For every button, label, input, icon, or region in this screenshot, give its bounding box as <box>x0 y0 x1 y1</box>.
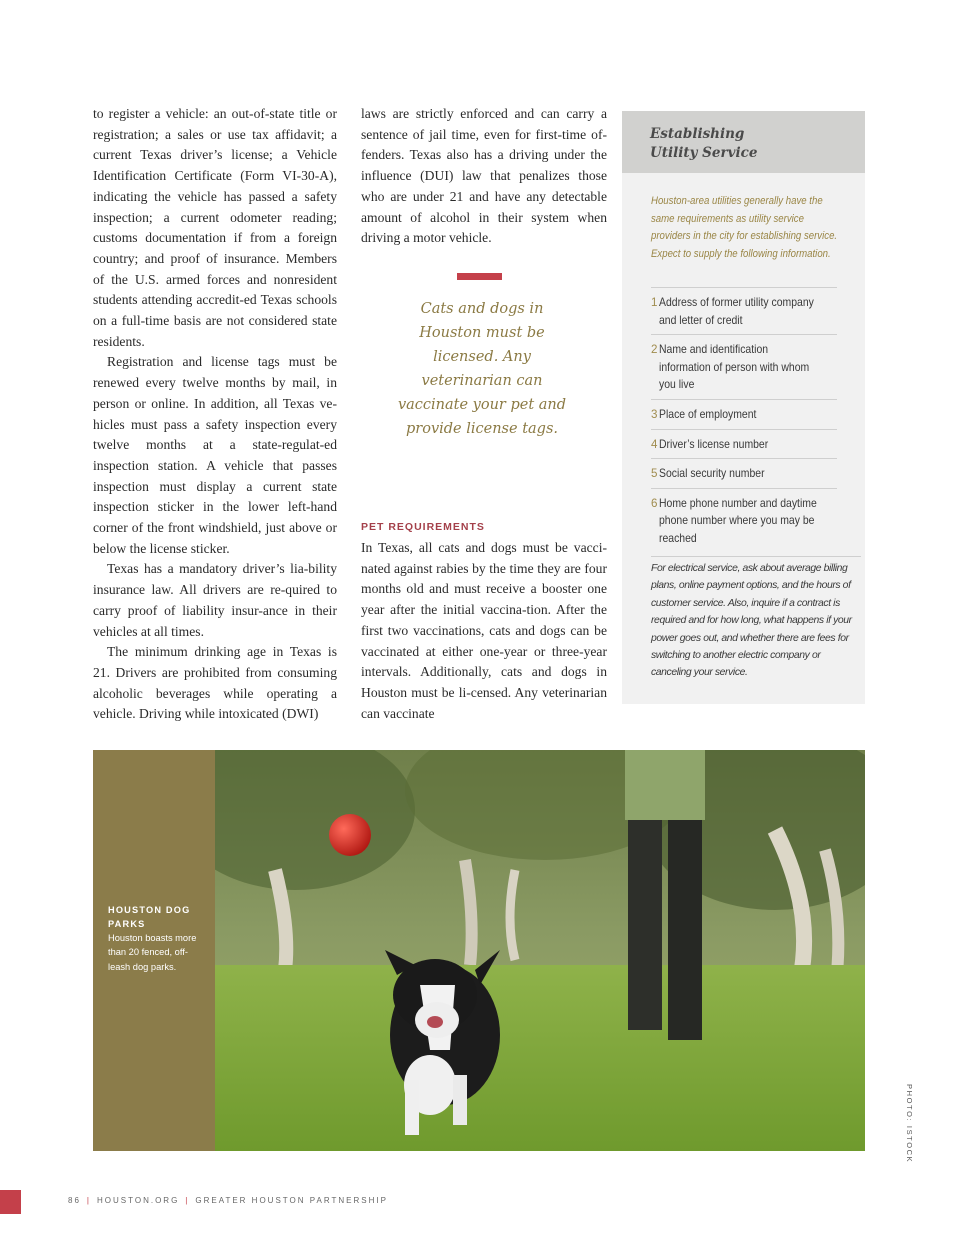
dog-park-photo <box>93 750 865 1151</box>
body-paragraph: Texas has a mandatory driver’s lia-bility insurance law. All drivers are re-quired to carry proof of liability insur-ance in their vehicles at all times. <box>93 561 337 639</box>
body-column-2-continued <box>361 538 607 724</box>
item-text: Place of employment <box>659 407 757 421</box>
list-item <box>651 287 837 334</box>
sidebar-header <box>622 111 865 173</box>
section-heading-pet-requirements: PET REQUIREMENTS <box>361 521 485 533</box>
caption-title: HOUSTON DOG PARKS <box>108 905 191 929</box>
list-item <box>651 399 837 429</box>
item-number: 4 <box>651 437 658 451</box>
item-number: 2 <box>651 343 658 357</box>
body-paragraph: The minimum drinking age in Texas is 21. Drivers are prohibited from consuming alcoholic beverages while operating a vehicle. Driving while intoxicated (DWI) <box>93 644 337 722</box>
photo-credit: PHOTO: ISTOCK <box>905 1084 914 1164</box>
body-paragraph: to register a vehicle: an out-of-state title or registration; a sales or use tax affidavit; a current Texas driver’s license; a Vehicle Identification Certificate (Form VI-30-A), indicating the vehicle has passed a safety inspection; a current odometer reading; customs documentation if from a foreign country; and proof of insurance. Members of the U.S. armed forces and nonresident students attending accredit-ed Texas schools on a full-time basis are not considered state residents. <box>93 106 337 349</box>
sidebar-note: For electrical service, ask about average billing plans, online payment options, and the hours of customer service. Also, inquire if a contract is required and for how long, what happens if your power goes out, and whether there are fees for switching to another electric company or canceling your service. <box>651 556 861 682</box>
footer-site: HOUSTON.ORG <box>96 1196 180 1205</box>
body-column-1 <box>93 104 337 725</box>
body-paragraph: Registration and license tags must be renewed every twelve months by mail, in person or online. In addition, all Texas ve-hicles must pass a safety inspection every twelve months at a state-regulat-ed inspection station. A vehicle that passes inspection must display a current state inspection sticker in the lower left-hand corner of the front windshield, just above or below the license sticker. <box>93 354 337 556</box>
list-item <box>651 429 837 459</box>
item-text: Name and identification information of person with whom you live <box>659 343 810 392</box>
item-text: Address of former utility company and letter of credit <box>659 296 814 327</box>
item-number: 5 <box>651 467 658 481</box>
footer-color-tab <box>0 1190 21 1214</box>
caption-text: Houston boasts more than 20 fenced, off-leash dog parks. <box>108 933 197 972</box>
list-item <box>651 488 837 553</box>
item-number: 6 <box>651 496 658 510</box>
item-number: 3 <box>651 407 658 421</box>
footer-org: GREATER HOUSTON PARTNERSHIP <box>195 1196 388 1205</box>
list-item <box>651 458 837 488</box>
item-number: 1 <box>651 296 658 309</box>
item-text: Social security number <box>659 467 765 481</box>
footer-separator: | <box>86 1196 91 1205</box>
sidebar-title-line: Establishing <box>650 126 745 142</box>
sidebar-title <box>650 125 757 163</box>
pullquote: Cats and dogs in Houston must be licensed. Any veterinarian can vaccinate your pet and provide license tags. <box>397 301 567 437</box>
dog-with-ball-image <box>215 750 865 1151</box>
body-paragraph: In Texas, all cats and dogs must be vacci-nated against rabies by the time they are four months old and must receive a booster one year after the initial vaccina-tion. After the first two vaccinations, cats and dogs can be vaccinated at either one-year or three-year intervals. Additionally, cats and dogs in Houston must be li-censed. Any veterinarian can vaccinate <box>361 540 607 721</box>
footer-separator: | <box>185 1196 190 1205</box>
item-text: Home phone number and daytime phone number where you may be reached <box>659 496 817 545</box>
requirements-list <box>651 287 837 553</box>
list-item <box>651 334 837 399</box>
sidebar-intro: Houston-area utilities generally have the same requirements as utility service providers in the city for establishing service. Expect to supply the following information. <box>651 195 838 260</box>
photo-caption-panel <box>93 750 215 1151</box>
page-number: 86 <box>68 1196 81 1205</box>
page-footer <box>68 1196 388 1205</box>
body-column-2 <box>361 104 607 249</box>
body-paragraph: laws are strictly enforced and can carry a sentence of jail time, even for first-time of-fenders. Texas also has a driving under the influence (DUI) law that penalizes those who are under 21 and have any detectable amount of alcohol in their system when driving a motor vehicle. <box>361 106 607 246</box>
utility-sidebar <box>622 111 865 704</box>
pullquote-rule <box>457 273 502 280</box>
item-text: Driver’s license number <box>659 437 769 451</box>
sidebar-title-line: Utility Service <box>650 145 758 161</box>
